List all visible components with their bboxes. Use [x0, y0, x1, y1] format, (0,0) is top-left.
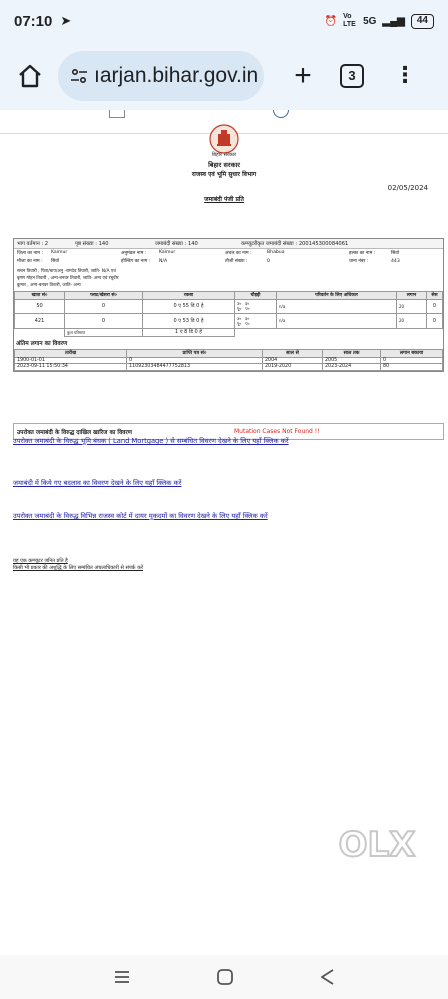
col-header: सेस [427, 291, 443, 299]
total-label: कुल परिमाण [65, 328, 143, 336]
back-icon[interactable] [319, 968, 335, 986]
mauja-label: मौजा का नाम : [17, 259, 43, 265]
jila-label: जिला का नाम : [17, 250, 44, 256]
mutation-status: Mutation Cases Not Found !! [234, 428, 320, 435]
status-icons [325, 13, 434, 29]
col-header: खाता सं० [15, 291, 65, 299]
mutation-title: उपरोक्त जमाबंदी के विरुद्ध दाखिल खारिज का विवरण [17, 429, 132, 436]
col-header: साल से [263, 349, 323, 357]
khata-cell: 421 [15, 314, 65, 329]
android-nav-bar [0, 955, 448, 999]
gov-name: बिहार सरकार [208, 161, 240, 169]
dir: पू० [237, 320, 242, 326]
document-date: 02/05/2024 [387, 184, 428, 192]
lagan-cell: 2023-2024 [323, 364, 381, 371]
lagan-cell: 2019-2020 [263, 364, 323, 371]
site-settings-icon[interactable] [70, 68, 88, 84]
more-menu-button[interactable]: ⋮ [394, 63, 416, 88]
seal-icon [273, 110, 289, 118]
col-header: रकबा [143, 291, 235, 299]
table-row [15, 299, 443, 314]
telegram-icon: ➤ [60, 13, 72, 28]
land-mortgage-link[interactable]: उपरोक्त जमाबंदी के विरुद्ध भूमि बंधक ( Land Mortgage ) से सम्बंधित विवरण देखने के लिए यहाँ क्लिक करें [13, 437, 289, 445]
home-button[interactable] [8, 54, 52, 98]
dir: प० [245, 320, 250, 326]
lagan-cell: 0 [381, 357, 443, 364]
signal-bars-icon: ▂▄▆ [382, 15, 405, 27]
total-row [15, 328, 443, 336]
lagan-cell: 2004 [263, 357, 323, 364]
computer-jamabandi-value: कम्प्यूटरीकृत जमाबंदी संख्या : 200145300084061 [241, 241, 349, 248]
volte-icon: Vo LTE [343, 13, 356, 28]
land-header-row [15, 291, 443, 299]
lagan-cell: 1900-01-01 [15, 357, 127, 364]
col-header: प्लाट/खेसरा सं० [65, 291, 143, 299]
thana-value: 443 [391, 258, 400, 264]
dir: प० [245, 306, 250, 312]
footer-note: यह एक कम्प्यूटर जनित प्रति है [13, 558, 68, 564]
browser-toolbar [0, 42, 448, 110]
lagan-header-row [15, 349, 443, 357]
total-value: 1 ए 8 डि 0 हे [143, 328, 235, 336]
lagan-cell: 0 [127, 357, 263, 364]
holding-value: N/A [159, 258, 168, 264]
status-time: 07:10 [14, 12, 53, 30]
court-cases-link[interactable]: उपरोक्त जमाबंदी के विरुद्ध विभिन्न राजस्व कोर्ट में दायर मुकदमों का विवरण देखने के लिए यहाँ क्लिक करें [13, 512, 268, 520]
jamabandi-value: जमाबंदी संख्या : 140 [155, 241, 198, 248]
col-header: प्राप्ति पत्र सं० [127, 349, 263, 357]
tab-switcher-button[interactable]: 3 [340, 64, 364, 88]
new-tab-button[interactable]: + [294, 59, 312, 92]
dept-name: राजस्व एवं भूमि सुधार विभाग [191, 171, 257, 178]
halka-label: हल्का का नाम : [349, 250, 376, 256]
parivartan-cell: n/a [277, 299, 397, 314]
tauzi-value: 0 [267, 258, 270, 264]
emblem-caption: बिहार सरकार [211, 152, 237, 158]
chauhaddi-cell [235, 314, 277, 329]
anumandal-value: Kaimur [159, 250, 176, 256]
khata-cell: 50 [15, 299, 65, 314]
print-icon[interactable] [109, 110, 125, 118]
meta-row-1 [14, 249, 443, 258]
lagan-cell: 11092303484477752813 [127, 364, 263, 371]
jamabandi-changes-link[interactable]: जमाबंदी में किये गए बदलाव का विवरण देखने के लिए यहाँ क्लिक करें [13, 479, 182, 487]
col-header: साल तक [323, 349, 381, 357]
raiyat-line: सचन तिवारी , पिता/बाप/अनु -रामदेव तिवारी, जाति- N/A एवं [17, 268, 116, 274]
raiyat-line: कृष्ण मोहन तिवारी , अन्य-बनवर तिवारी, जाति- अन्य एवं रघुवीर [17, 275, 119, 281]
tauzi-label: तौजी संख्या : [225, 259, 248, 265]
table-row [15, 364, 443, 371]
raiyat-names [14, 266, 443, 291]
holding-label: होल्डिंग का नाम : [121, 259, 151, 265]
anumandal-label: अनुमंडल नाम : [121, 250, 147, 256]
doc-title: जमाबंदी पंजी प्रति [204, 196, 244, 203]
mauja-value: सिवो [51, 259, 60, 265]
raiyat-line: कुमार , अन्य-बनवर तिवारी, जाति- अन्य [17, 282, 81, 288]
plot-cell: 0 [65, 299, 143, 314]
table-row [15, 314, 443, 329]
jila-value: Kaimur [51, 250, 68, 256]
footer-note: किसी भी प्रकार की अशुद्धि के लिए सम्बंधित अंचलाधिकारी से संपर्क करें [13, 565, 143, 571]
dir: उ० [237, 301, 242, 307]
land-table [14, 291, 443, 337]
lagan-table [14, 349, 443, 371]
col-header: परिवर्तन के लिए अधिकार [277, 291, 397, 299]
ses-cell: 0 [427, 299, 443, 314]
col-header: चौहद्दी [235, 291, 277, 299]
lagan-cell: 20 [397, 314, 427, 329]
plot-cell: 0 [65, 314, 143, 329]
alarm-icon: ⏰ [324, 15, 338, 27]
prishth-value: पृष्ठ संख्या : 140 [75, 241, 109, 248]
home-icon [17, 63, 43, 89]
col-header: तारीख [15, 349, 127, 357]
ses-cell: 0 [427, 314, 443, 329]
dir: उ० [237, 315, 242, 321]
halka-value: सिवो [391, 250, 400, 256]
battery-icon: 44 [411, 14, 434, 29]
parivartan-cell: n/a [277, 314, 397, 329]
url-bar[interactable] [58, 51, 264, 101]
lagan-cell: 2005 [323, 357, 381, 364]
jamabandi-table [13, 238, 444, 372]
info-header-row [14, 239, 443, 249]
web-page [0, 110, 448, 955]
thana-label: थाना नंबर : [349, 259, 369, 265]
lagan-cell: 80 [381, 364, 443, 371]
anchal-label: अंचल का नाम : [225, 250, 252, 256]
bhag-value: भाग वर्तमान : 2 [17, 241, 49, 248]
bihar-emblem-icon [209, 124, 239, 154]
dir: पू० [237, 306, 242, 312]
anchal-value: Bhabua [267, 250, 285, 256]
chauhaddi-cell [235, 299, 277, 314]
lagan-cell: 2023-09-11 15:50:34 [15, 364, 127, 371]
meta-row-2 [14, 257, 443, 266]
status-bar [0, 0, 448, 42]
dir: द० [245, 301, 250, 307]
home-nav-icon[interactable] [216, 968, 234, 986]
olx-watermark-text: OLX [338, 825, 416, 865]
signal-icon: 5G [363, 15, 377, 27]
recents-icon[interactable] [113, 969, 131, 985]
col-header: लगान बकाया [381, 349, 443, 357]
rakba-cell: 0 ए 53 डि 0 हे [143, 314, 235, 329]
dir: द० [245, 315, 250, 321]
lagan-cell: 20 [397, 299, 427, 314]
olx-watermark-logo [332, 820, 422, 868]
url-text: ıarjan.bihar.gov.in [94, 64, 259, 87]
lagan-section-title: अंतिम लगान का विवरण [14, 337, 443, 349]
rakba-cell: 0 ए 55 डि 0 हे [143, 299, 235, 314]
col-header: लगान [397, 291, 427, 299]
